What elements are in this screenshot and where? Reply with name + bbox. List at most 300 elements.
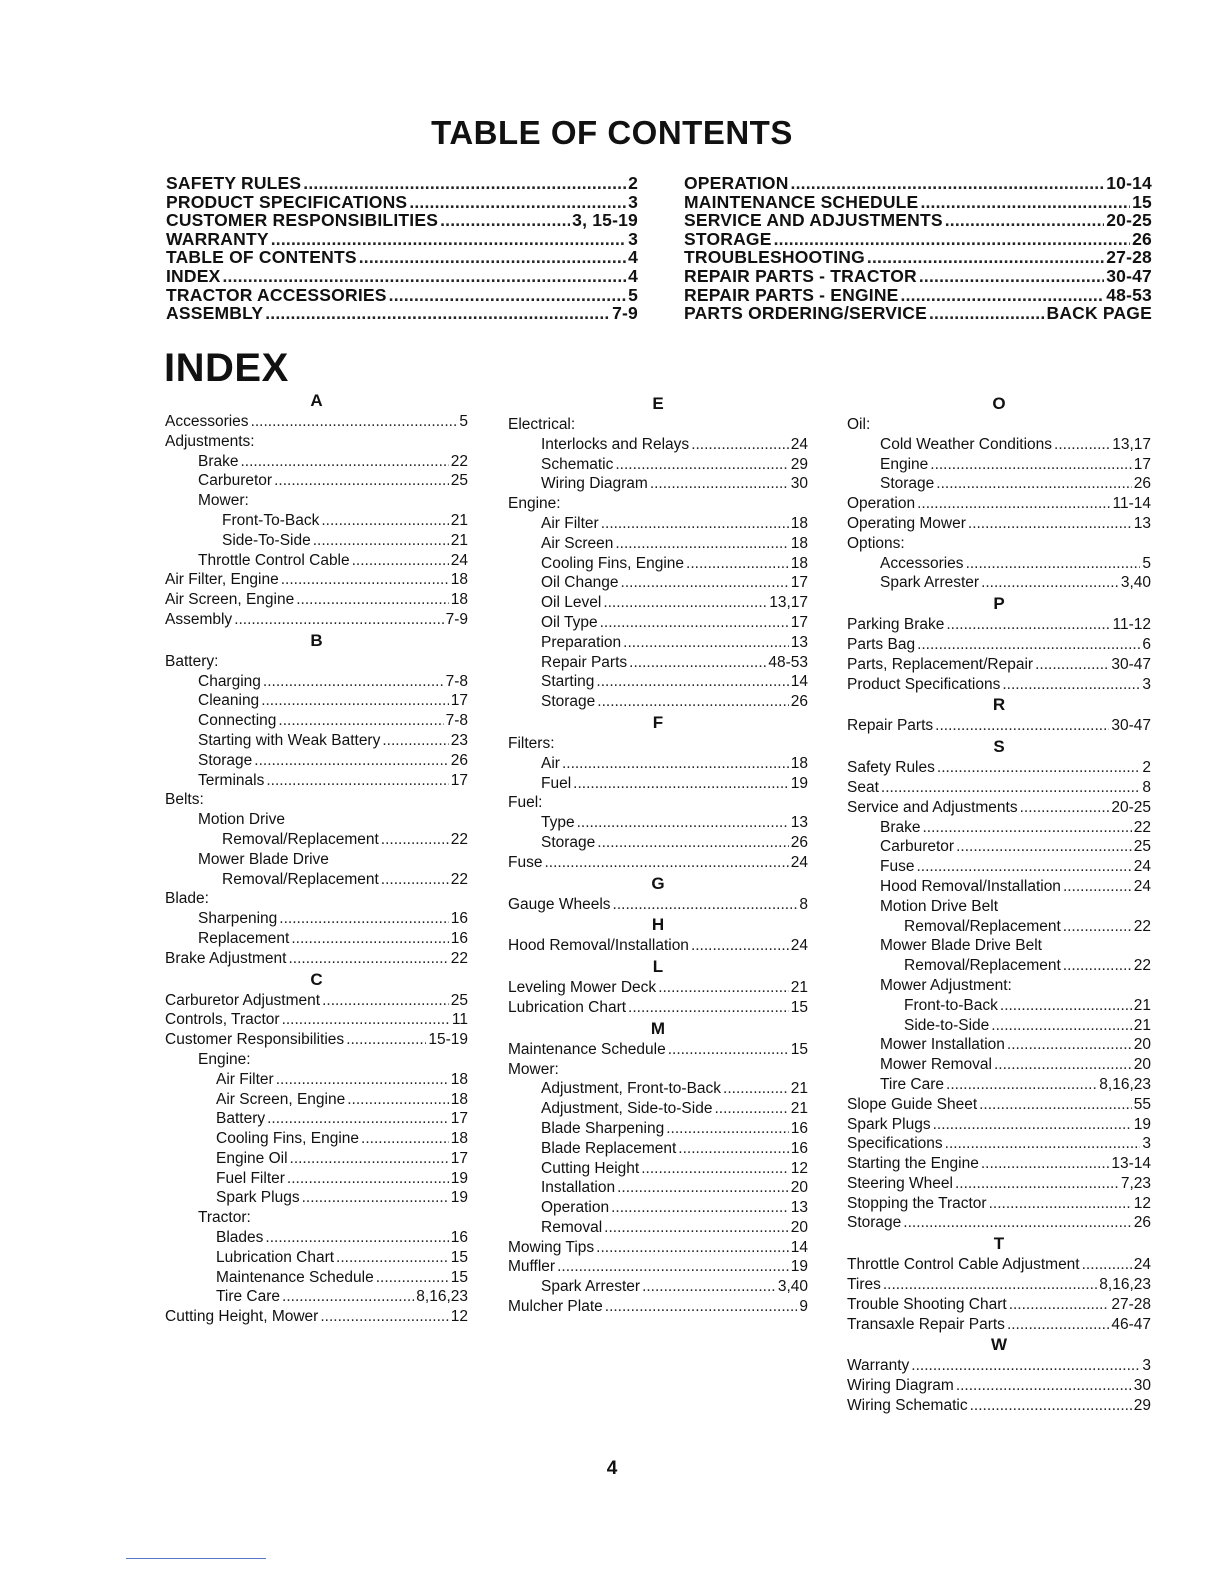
dot-leader bbox=[945, 1134, 1141, 1154]
index-entry bbox=[508, 833, 808, 853]
index-entry-page: 16 bbox=[450, 929, 468, 947]
index-entry-page: 18 bbox=[790, 534, 808, 552]
index-entry bbox=[508, 534, 808, 554]
toc-entry-label: REPAIR PARTS - TRACTOR bbox=[684, 265, 917, 286]
index-entry-text: Motion Drive Belt bbox=[880, 897, 999, 915]
dot-leader bbox=[382, 731, 448, 751]
index-entry bbox=[165, 909, 468, 929]
index-letter-heading: E bbox=[652, 394, 664, 413]
dot-leader bbox=[666, 1119, 789, 1139]
index-entry-page: 22 bbox=[450, 949, 468, 967]
toc-entry bbox=[684, 193, 1152, 212]
dot-leader bbox=[1009, 1295, 1110, 1315]
index-entry-page: 20 bbox=[790, 1218, 808, 1236]
index-entry-text: Engine: bbox=[508, 495, 561, 513]
index-entry-page: 16 bbox=[790, 1119, 808, 1137]
index-entry bbox=[847, 514, 1151, 534]
index-entry-text: Blade: bbox=[165, 890, 209, 908]
index-entry bbox=[508, 593, 808, 613]
index-entry bbox=[165, 991, 468, 1011]
dot-leader bbox=[691, 435, 789, 455]
index-entry bbox=[847, 897, 1151, 917]
dot-leader bbox=[1054, 435, 1110, 455]
index-entry-page: 17 bbox=[790, 613, 808, 631]
index-entry-page: 11 bbox=[451, 1011, 468, 1029]
index-entry bbox=[508, 494, 808, 514]
toc-entry-page: 15 bbox=[1132, 191, 1152, 212]
dot-leader bbox=[1000, 996, 1132, 1016]
index-entry-text: Tire Care bbox=[216, 1288, 281, 1306]
toc-entry bbox=[166, 174, 638, 193]
dot-leader bbox=[650, 474, 789, 494]
index-entry bbox=[508, 1040, 808, 1060]
index-entry bbox=[847, 778, 1151, 798]
index-entry-text: Preparation bbox=[541, 633, 622, 651]
index-entry-text: Muffler bbox=[508, 1258, 556, 1276]
toc-entry-label: OPERATION bbox=[684, 173, 789, 193]
dot-leader bbox=[320, 1307, 448, 1327]
index-entry bbox=[508, 613, 808, 633]
index-entry bbox=[847, 1295, 1151, 1315]
index-entry-page: 30 bbox=[790, 475, 808, 493]
index-entry-page: 22 bbox=[1133, 917, 1151, 935]
index-entry bbox=[165, 1248, 468, 1268]
index-entry-text: Parking Brake bbox=[847, 616, 945, 634]
index-entry-text: Oil Type bbox=[541, 613, 598, 631]
toc-entry-label: TROUBLESHOOTING bbox=[684, 247, 865, 268]
index-entry bbox=[847, 1315, 1151, 1335]
index-entry bbox=[508, 734, 808, 754]
index-entry bbox=[508, 1277, 808, 1297]
dot-leader bbox=[1082, 1255, 1132, 1275]
dot-leader bbox=[945, 211, 1105, 230]
dot-leader bbox=[1002, 675, 1140, 695]
index-entry-text: Sharpening bbox=[198, 910, 278, 928]
index-entry-page: 8,16,23 bbox=[1099, 1276, 1151, 1294]
index-entry-page: 19 bbox=[450, 1189, 468, 1207]
index-entry bbox=[847, 1174, 1151, 1194]
index-entry bbox=[165, 412, 468, 432]
index-letter-heading: P bbox=[993, 594, 1005, 614]
index-entry-text: Front-to-Back bbox=[904, 996, 998, 1014]
index-entry-text: Leveling Mower Deck bbox=[508, 979, 657, 997]
index-entry-text: Lubrication Chart bbox=[216, 1248, 335, 1266]
index-entry-page: 13 bbox=[790, 814, 808, 832]
index-entry-text: Tire Care bbox=[880, 1075, 945, 1093]
index-entry-text: Mower Removal bbox=[880, 1056, 992, 1074]
index-entry-text: Air Screen, Engine bbox=[165, 591, 295, 609]
index-entry bbox=[508, 653, 808, 673]
dot-leader bbox=[603, 593, 767, 613]
index-entry-text: Air Filter bbox=[216, 1070, 274, 1088]
index-entry bbox=[508, 1238, 808, 1258]
index-entry-page: 3,40 bbox=[1120, 574, 1151, 592]
index-entry bbox=[165, 1070, 468, 1090]
index-entry bbox=[847, 976, 1151, 996]
index-entry-page: 6 bbox=[1142, 635, 1151, 653]
toc-entry bbox=[166, 267, 638, 286]
index-column-3 bbox=[847, 393, 1151, 1416]
index-entry bbox=[847, 615, 1151, 635]
toc-entry-page: 4 bbox=[628, 265, 638, 286]
index-entry-text: Customer Responsibilities bbox=[165, 1031, 345, 1049]
index-entry-text: Repair Parts bbox=[847, 717, 934, 735]
index-entry-text: Options: bbox=[847, 534, 905, 552]
index-entry-page: 25 bbox=[1133, 838, 1151, 856]
dot-leader bbox=[955, 1174, 1119, 1194]
index-entry-page: 16 bbox=[450, 1229, 468, 1247]
toc-entry-label: INDEX bbox=[166, 265, 221, 286]
index-entry bbox=[847, 1075, 1151, 1095]
index-entry-text: Storage bbox=[541, 833, 596, 851]
dot-leader bbox=[597, 833, 788, 853]
index-entry bbox=[508, 1119, 808, 1139]
index-entry bbox=[508, 1257, 808, 1277]
index-entry-page: 7-8 bbox=[445, 712, 468, 730]
index-entry-page: 29 bbox=[1133, 1397, 1151, 1415]
dot-leader bbox=[917, 635, 1140, 655]
toc-entry bbox=[684, 230, 1152, 249]
toc-entry-page: 27-28 bbox=[1106, 247, 1152, 268]
index-entry bbox=[508, 692, 808, 712]
dot-leader bbox=[265, 1228, 448, 1248]
index-entry-text: Oil: bbox=[847, 416, 871, 433]
index-entry-text: Maintenance Schedule bbox=[216, 1268, 374, 1286]
toc-right-column bbox=[684, 174, 1152, 323]
dot-leader bbox=[946, 1075, 1097, 1095]
dot-leader bbox=[604, 1218, 789, 1238]
index-entry-page: 15 bbox=[790, 1040, 808, 1058]
index-entry-page: 2 bbox=[1142, 759, 1151, 777]
index-entry bbox=[165, 1149, 468, 1169]
index-entry-text: Motion Drive bbox=[198, 811, 285, 829]
index-entry-text: Interlocks and Relays bbox=[541, 435, 690, 453]
toc-entry bbox=[684, 248, 1152, 267]
dot-leader bbox=[313, 531, 449, 551]
index-entry bbox=[847, 758, 1151, 778]
index-entry-page: 26 bbox=[1133, 1214, 1151, 1232]
toc-entry bbox=[166, 230, 638, 249]
index-entry-page: 18 bbox=[450, 1070, 468, 1088]
index-entry bbox=[847, 435, 1151, 455]
dot-leader bbox=[981, 573, 1119, 593]
index-entry-text: Fuel bbox=[541, 774, 572, 792]
index-entry-text: Mulcher Plate bbox=[508, 1298, 603, 1316]
index-entry bbox=[508, 1218, 808, 1238]
index-entry-page: 22 bbox=[450, 830, 468, 848]
index-letter-heading: A bbox=[310, 391, 323, 410]
dot-leader bbox=[336, 1248, 449, 1268]
index-entry-page: 20-25 bbox=[1111, 798, 1151, 816]
dot-leader bbox=[714, 1099, 788, 1119]
index-entry-page: 22 bbox=[1133, 818, 1151, 836]
index-entry bbox=[165, 610, 468, 630]
index-entry-text: Removal/Replacement bbox=[904, 917, 1061, 935]
index-entry-text: Adjustments: bbox=[165, 432, 255, 450]
index-entry-page: 16 bbox=[450, 910, 468, 928]
dot-leader bbox=[929, 304, 1045, 323]
index-entry-text: Installation bbox=[541, 1179, 616, 1197]
index-entry bbox=[847, 655, 1151, 675]
dot-leader bbox=[263, 672, 444, 692]
index-entry-text: Repair Parts bbox=[541, 653, 628, 671]
index-entry bbox=[165, 1228, 468, 1248]
index-entry bbox=[847, 1275, 1151, 1295]
index-entry-page: 18 bbox=[790, 554, 808, 572]
index-entry bbox=[508, 895, 808, 915]
toc-entry-label: SAFETY RULES bbox=[166, 173, 302, 193]
index-entry-page: 24 bbox=[790, 937, 808, 955]
index-entry-page: 24 bbox=[790, 435, 808, 453]
index-letter-heading: C bbox=[310, 969, 323, 989]
index-entry bbox=[508, 573, 808, 593]
index-entry-text: Brake bbox=[198, 452, 239, 470]
index-entry bbox=[165, 1030, 468, 1050]
index-entry-text: Wiring Diagram bbox=[847, 1377, 954, 1395]
index-entry-text: Carburetor Adjustment bbox=[165, 991, 321, 1009]
toc-entry-page: BACK PAGE bbox=[1046, 303, 1152, 324]
dot-leader bbox=[935, 716, 1109, 736]
toc-entry bbox=[684, 211, 1152, 230]
dot-leader bbox=[222, 267, 626, 286]
index-entry-page: 17 bbox=[450, 1110, 468, 1128]
index-entry-text: Mower: bbox=[508, 1060, 559, 1078]
index-entry-text: Starting the Engine bbox=[847, 1155, 979, 1173]
dot-leader bbox=[668, 1040, 789, 1060]
index-entry-text: Steering Wheel bbox=[847, 1174, 953, 1192]
index-entry-text: Oil Level bbox=[541, 594, 602, 612]
index-entry-text: Operating Mower bbox=[847, 514, 966, 532]
toc-entry-page: 48-53 bbox=[1106, 284, 1152, 305]
index-entry-text: Spark Arrester bbox=[541, 1278, 641, 1296]
index-entry bbox=[165, 731, 468, 751]
index-entry-page: 21 bbox=[450, 511, 468, 529]
index-entry-page: 14 bbox=[790, 1238, 808, 1256]
index-entry-page: 21 bbox=[790, 979, 808, 997]
index-entry-page: 7-8 bbox=[445, 672, 468, 690]
index-entry-text: Spark Plugs bbox=[847, 1115, 931, 1133]
index-entry bbox=[847, 1356, 1151, 1376]
index-entry bbox=[847, 917, 1151, 937]
toc-entry bbox=[166, 304, 638, 323]
index-entry-text: Charging bbox=[198, 672, 261, 690]
dot-leader bbox=[642, 1277, 776, 1297]
index-entry-page: 15-19 bbox=[428, 1031, 468, 1049]
index-entry-page: 18 bbox=[450, 591, 468, 609]
index-entry bbox=[165, 471, 468, 491]
index-letter-heading: W bbox=[990, 1335, 1008, 1355]
toc-entry bbox=[684, 304, 1152, 323]
index-entry bbox=[165, 1129, 468, 1149]
index-entry-text: Operation bbox=[541, 1199, 610, 1217]
dot-leader bbox=[883, 1275, 1097, 1295]
index-entry-text: Mowing Tips bbox=[508, 1238, 595, 1256]
toc-entry-page: 3 bbox=[628, 191, 638, 212]
dot-leader bbox=[274, 471, 449, 491]
index-entry-text: Throttle Control Cable bbox=[198, 551, 350, 569]
index-entry bbox=[847, 1115, 1151, 1135]
dot-leader bbox=[265, 304, 610, 323]
index-entry-text: Adjustment, Front-to-Back bbox=[541, 1080, 722, 1098]
dot-leader bbox=[623, 633, 789, 653]
index-entry bbox=[508, 672, 808, 692]
dot-leader bbox=[1063, 917, 1132, 937]
toc-entry-page: 2 bbox=[628, 173, 638, 193]
dot-leader bbox=[282, 1287, 414, 1307]
dot-leader bbox=[923, 818, 1132, 838]
index-entry bbox=[165, 511, 468, 531]
index-entry-text: Service and Adjustments bbox=[847, 798, 1018, 816]
index-entry-text: Blades bbox=[216, 1229, 264, 1247]
dot-leader bbox=[234, 610, 443, 630]
index-entry-text: Brake Adjustment bbox=[165, 949, 287, 967]
index-entry-page: 19 bbox=[790, 1258, 808, 1276]
dot-leader bbox=[346, 1030, 426, 1050]
index-entry-page: 13 bbox=[1133, 514, 1151, 532]
index-entry bbox=[165, 1109, 468, 1129]
toc-entry bbox=[166, 286, 638, 305]
toc-entry-label: SERVICE AND ADJUSTMENTS bbox=[684, 210, 943, 231]
index-entry-text: Front-To-Back bbox=[222, 511, 320, 529]
index-entry bbox=[165, 691, 468, 711]
index-entry-page: 8 bbox=[799, 895, 808, 913]
index-entry-page: 12 bbox=[1133, 1194, 1151, 1212]
index-entry bbox=[165, 790, 468, 810]
toc-entry-page: 3, 15-19 bbox=[572, 210, 638, 231]
index-entry bbox=[508, 1060, 808, 1080]
index-entry bbox=[508, 455, 808, 475]
index-entry bbox=[508, 853, 808, 873]
index-entry-page: 20 bbox=[790, 1179, 808, 1197]
index-entry bbox=[508, 1178, 808, 1198]
dot-leader bbox=[352, 551, 449, 571]
index-entry bbox=[165, 870, 468, 890]
toc-entry-label: REPAIR PARTS - ENGINE bbox=[684, 284, 899, 305]
index-entry-page: 17 bbox=[790, 574, 808, 592]
index-entry-text: Warranty bbox=[847, 1357, 910, 1375]
footer-rule bbox=[126, 1558, 266, 1559]
index-entry bbox=[165, 830, 468, 850]
index-entry-text: Cooling Fins, Engine bbox=[541, 554, 685, 572]
toc-entry-label: CUSTOMER RESPONSIBILITIES bbox=[166, 210, 439, 231]
index-entry-text: Storage bbox=[541, 693, 596, 711]
index-entry bbox=[508, 1079, 808, 1099]
page-number: 4 bbox=[606, 1458, 618, 1479]
index-entry bbox=[165, 672, 468, 692]
index-entry-text: Removal/Replacement bbox=[222, 830, 379, 848]
dot-leader bbox=[261, 691, 449, 711]
dot-leader bbox=[303, 174, 626, 193]
dot-leader bbox=[278, 711, 443, 731]
dot-leader bbox=[389, 286, 626, 305]
toc-entry bbox=[684, 267, 1152, 286]
index-entry-page: 19 bbox=[450, 1169, 468, 1187]
dot-leader bbox=[600, 613, 789, 633]
dot-leader bbox=[291, 929, 448, 949]
index-entry-page: 3 bbox=[1142, 675, 1151, 693]
dot-leader bbox=[279, 909, 448, 929]
index-entry-page: 14 bbox=[790, 673, 808, 691]
index-entry-text: Assembly bbox=[165, 610, 233, 628]
index-entry-page: 24 bbox=[450, 551, 468, 569]
index-entry-text: Cold Weather Conditions bbox=[880, 435, 1053, 453]
index-entry bbox=[508, 978, 808, 998]
toc-entry bbox=[166, 211, 638, 230]
index-entry-page: 30-47 bbox=[1111, 717, 1151, 735]
index-entry-text: Storage bbox=[198, 751, 253, 769]
index-entry bbox=[508, 998, 808, 1018]
index-entry bbox=[847, 573, 1151, 593]
index-entry-page: 7,23 bbox=[1120, 1174, 1151, 1192]
index-entry bbox=[847, 818, 1151, 838]
index-entry bbox=[165, 771, 468, 791]
index-entry-page: 24 bbox=[1133, 858, 1151, 876]
index-entry bbox=[508, 514, 808, 534]
index-letter-heading: B bbox=[310, 630, 323, 650]
dot-leader bbox=[621, 573, 789, 593]
dot-leader bbox=[723, 1079, 789, 1099]
dot-leader bbox=[956, 1376, 1132, 1396]
index-entry-text: Type bbox=[541, 814, 575, 832]
index-entry-text: Air Filter bbox=[541, 514, 599, 532]
dot-leader bbox=[573, 774, 789, 794]
dot-leader bbox=[251, 412, 458, 432]
dot-leader bbox=[281, 570, 449, 590]
dot-leader bbox=[615, 455, 788, 475]
index-entry-text: Tires bbox=[847, 1276, 881, 1294]
index-entry bbox=[508, 1139, 808, 1159]
index-entry bbox=[847, 1255, 1151, 1275]
index-entry bbox=[165, 1307, 468, 1327]
index-entry-page: 22 bbox=[1133, 957, 1151, 975]
index-entry-page: 13-14 bbox=[1111, 1155, 1151, 1173]
index-entry-text: Gauge Wheels bbox=[508, 895, 611, 913]
index-entry-text: Air bbox=[541, 754, 560, 772]
dot-leader bbox=[686, 554, 789, 574]
index-entry bbox=[847, 877, 1151, 897]
toc-entry bbox=[166, 193, 638, 212]
dot-leader bbox=[994, 1055, 1132, 1075]
toc-left-column bbox=[166, 174, 638, 323]
index-entry-text: Fuse bbox=[508, 853, 543, 871]
index-entry bbox=[165, 1050, 468, 1070]
index-letter-heading: S bbox=[993, 737, 1005, 757]
index-entry-page: 48-53 bbox=[768, 653, 808, 671]
index-entry bbox=[508, 1159, 808, 1179]
index-entry-page: 55 bbox=[1133, 1095, 1151, 1113]
index-letter-heading: H bbox=[651, 915, 665, 935]
dot-leader bbox=[920, 193, 1130, 212]
index-entry bbox=[165, 810, 468, 830]
index-entry-text: Engine: bbox=[198, 1050, 251, 1068]
toc-entry-label: PRODUCT SPECIFICATIONS bbox=[166, 191, 408, 212]
dot-leader bbox=[267, 1109, 449, 1129]
dot-leader bbox=[596, 672, 788, 692]
index-entry-text: Product Specifications bbox=[847, 675, 1001, 693]
index-entry bbox=[165, 491, 468, 511]
dot-leader bbox=[1063, 956, 1132, 976]
index-entry-text: Mower Blade Drive Belt bbox=[880, 937, 1042, 955]
index-entry-text: Air Screen, Engine bbox=[216, 1090, 346, 1108]
index-entry-text: Cutting Height, Mower bbox=[165, 1308, 319, 1326]
index-entry bbox=[165, 850, 468, 870]
index-entry-page: 5 bbox=[459, 413, 468, 430]
index-entry-text: Fuel Filter bbox=[216, 1169, 285, 1187]
index-entry-page: 9 bbox=[799, 1298, 808, 1316]
index-entry-page: 12 bbox=[450, 1308, 468, 1326]
dot-leader bbox=[881, 778, 1140, 798]
toc-entry-page: 5 bbox=[628, 284, 638, 305]
